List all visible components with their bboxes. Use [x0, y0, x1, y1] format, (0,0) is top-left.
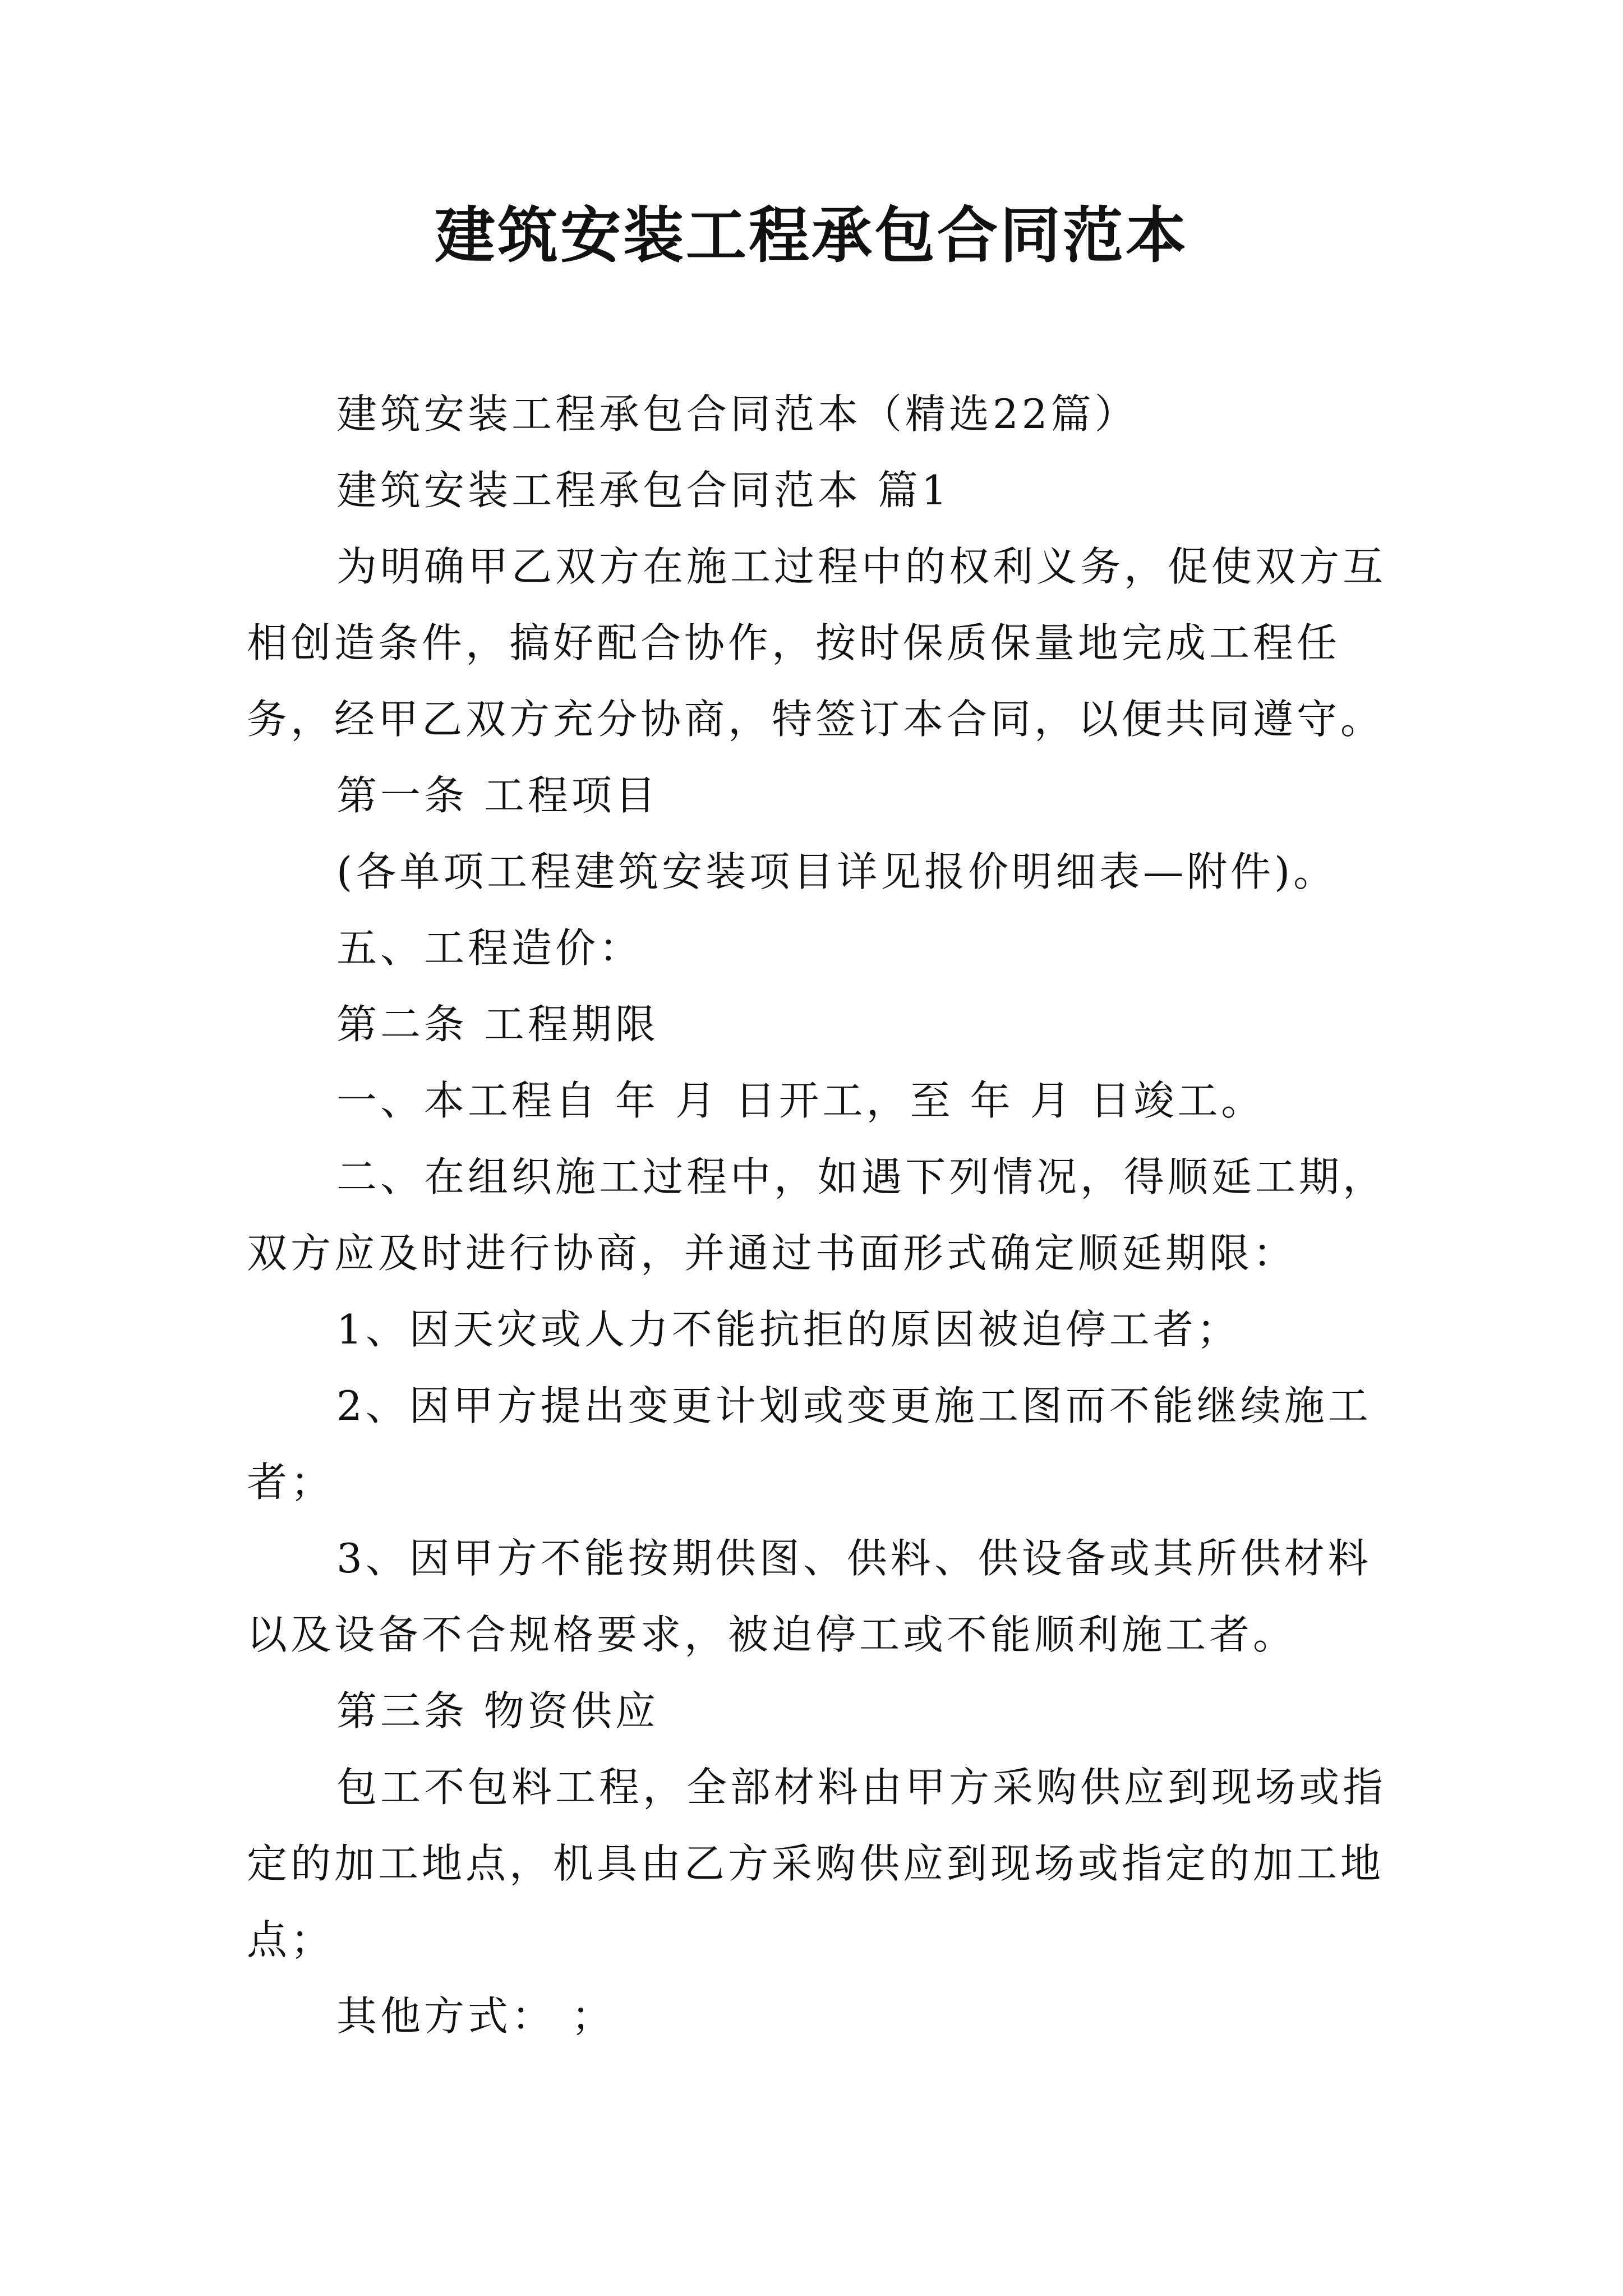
paragraph-project-cost: 五、工程造价： — [336, 924, 643, 972]
paragraph-preamble: 为明确甲乙双方在施工过程中的权利义务，促使双方互相创造条件，搞好配合协作，按时保质保量地完成工程任务，经甲乙双方充分协商，特签订本合同，以便共同遵守。 — [247, 543, 1387, 743]
document-title: 建筑安装工程承包合同范本 — [434, 200, 1188, 271]
paragraph-extension: 二、在组织施工过程中，如遇下列情况，得顺延工期，双方应及时进行协商，并通过书面形式确定顺延期限： — [247, 1153, 1387, 1277]
paragraph-other-methods: 其他方式： ； — [336, 1993, 615, 2040]
paragraph-article-1-heading: 第一条 工程项目 — [336, 772, 659, 819]
paragraph-article-1-note: (各单项工程建筑安装项目详见报价明细表—附件)。 — [336, 848, 1338, 895]
paragraph-article-3-heading: 第三条 物资供应 — [336, 1687, 659, 1734]
paragraph-schedule: 一、本工程自 年 月 日开工，至 年 月 日竣工。 — [336, 1077, 1265, 1124]
paragraph-section-heading: 建筑安装工程承包合同范本 篇1 — [336, 467, 951, 514]
paragraph-subtitle: 建筑安装工程承包合同范本（精选22篇） — [336, 390, 1138, 438]
document-body — [247, 376, 1391, 2054]
paragraph-article-2-heading: 第二条 工程期限 — [336, 1001, 659, 1048]
paragraph-material-supply: 包工不包料工程，全部材料由甲方采购供应到现场或指定的加工地点，机具由乙方采购供应到现场或指定的加工地点； — [247, 1764, 1387, 1963]
paragraph-condition-3: 3、因甲方不能按期供图、供料、供设备或其所供材料以及设备不合规格要求，被迫停工或不能顺利施工者。 — [247, 1535, 1372, 1658]
paragraph-condition-2: 2、因甲方提出变更计划或变更施工图而不能继续施工者； — [247, 1382, 1372, 1506]
paragraph-condition-1: 1、因天灾或人力不能抗拒的原因被迫停工者； — [336, 1306, 1241, 1353]
